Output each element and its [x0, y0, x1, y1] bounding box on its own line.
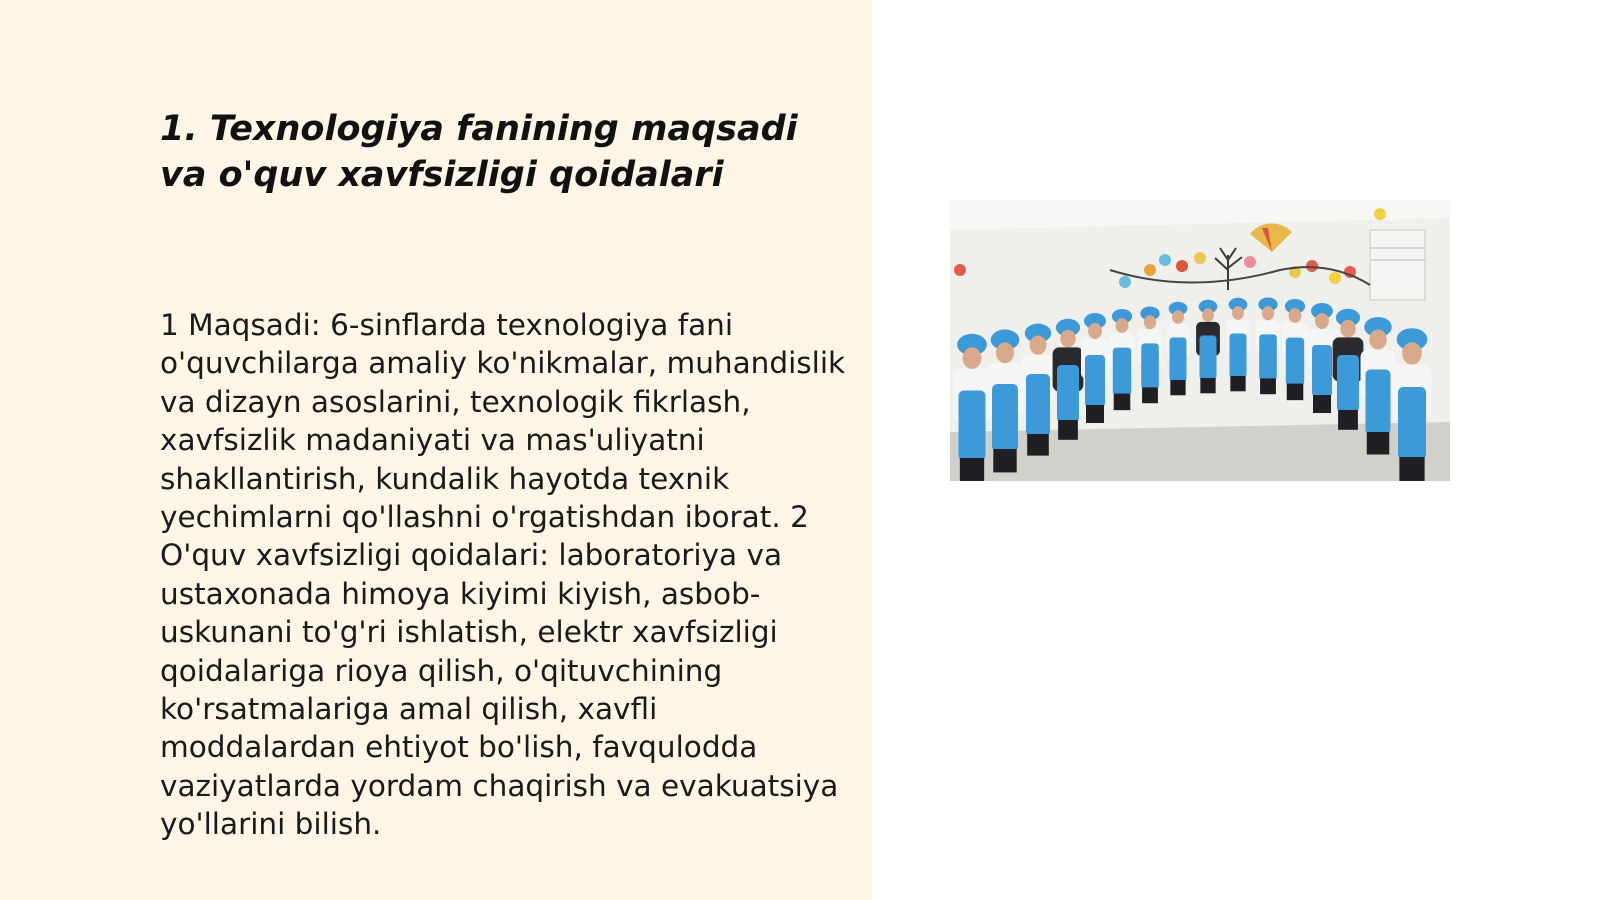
slide-title: 1. Texnologiya fanining maqsadi va o'quv xavfsizligi qoidalari	[160, 109, 798, 195]
slide-body-text: 1 Maqsadi: 6-sinflarda texnologiya fani o'quvchilarga amaliy ko'nikmalar, muhandislik va dizayn asoslarini, texnologik fikrlash, xavfsizlik madaniyati va mas'uliyatni shakllantirish, kundalik hayotda texnik yechimlarni qo'llashni o'rgatishdan iborat. 2 O'quv xavfsizligi qoidalari: laboratoriya va ustaxonada himoya kiyimi kiyish, asbob-uskunani to'g'ri ishlatish, elektr xavfsizligi qoidalariga rioya qilish, o'qituvchining ko'rsatmalariga amal qilish, xavfli moddalardan ehtiyot bo'lish, favqulodda vaziyatlarda yordam chaqirish va evakuatsiya yo'llarini bilish.	[160, 308, 846, 842]
photo-illustration	[950, 200, 1450, 481]
classroom-group-photo	[950, 200, 1450, 481]
